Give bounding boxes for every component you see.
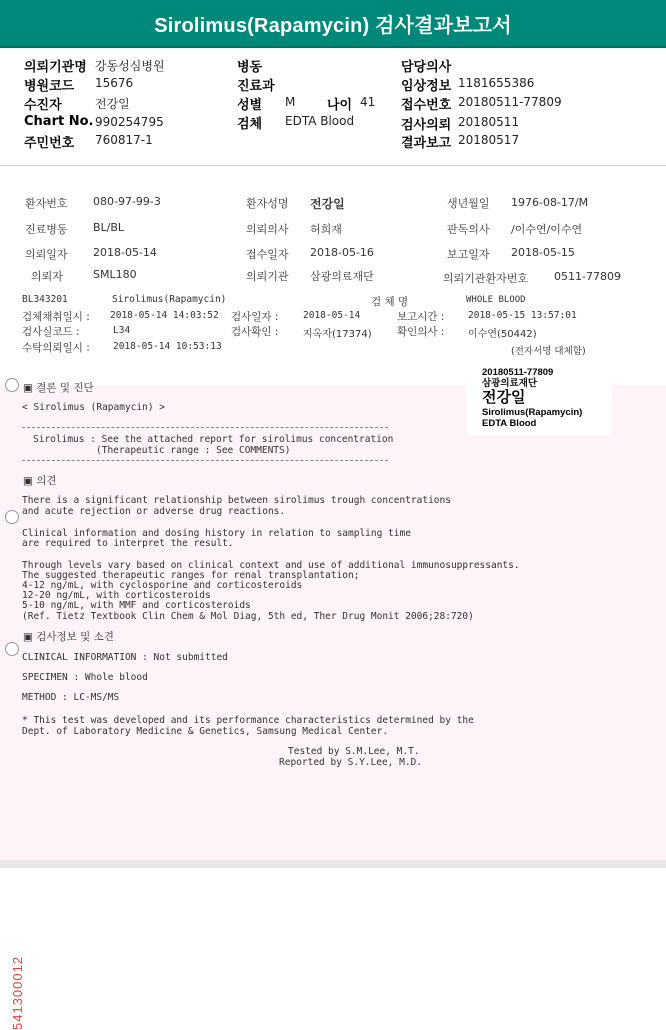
receipt-date-value: 2018-05-16: [310, 246, 374, 259]
comment-line: are required to interpret the result.: [22, 538, 234, 549]
receipt-date-label: 접수일자: [246, 248, 289, 261]
specimen-type-label: 검체: [237, 117, 263, 132]
punch-hole: [5, 510, 19, 524]
stamp-specimen: EDTA Blood: [482, 418, 537, 429]
specimen-line: SPECIMEN : Whole blood: [22, 672, 148, 683]
accession-no-value: 20180511-77809: [458, 95, 562, 109]
receive-time-value: 2018-05-14 10:53:13: [113, 341, 222, 352]
hospital-code-label: 병원코드: [24, 79, 75, 94]
age-label: 나이: [327, 98, 353, 113]
comment-line: Through levels vary based on clinical context and use of additional immunosuppressants.: [22, 560, 520, 571]
chart-no-label: Chart No.: [24, 114, 94, 129]
conclusion-test-header: < Sirolimus (Rapamycin) >: [22, 402, 165, 413]
department-label: 진료과: [237, 79, 275, 94]
confirming-doctor-label: 확인의사 :: [397, 326, 445, 338]
patient-name-value: 전강일: [310, 197, 345, 211]
tested-by: Tested by S.M.Lee, M.T.: [288, 746, 420, 757]
hospital-name-value: 강동성심병원: [95, 59, 165, 73]
header-info: [0, 48, 666, 166]
reported-by: Reported by S.Y.Lee, M.D.: [279, 757, 422, 768]
note-line: Dept. of Laboratory Medicine & Genetics, Samsung Medical Center.: [22, 726, 389, 737]
comment-line: and acute rejection or adverse drug reactions.: [22, 506, 286, 517]
exam-confirm-value: 지옥자(17374): [303, 329, 372, 340]
comment-line: The suggested therapeutic ranges for renal transplantation;: [22, 570, 360, 581]
comment-section-title: ▣ 의견: [23, 475, 57, 487]
specimen-stamp-label: [466, 363, 612, 435]
requesting-doctor-value: 허희재: [310, 223, 342, 236]
test-info-section-title: ▣ 검사정보 및 소견: [23, 631, 114, 643]
requesting-doctor-label: 의뢰의사: [246, 223, 289, 236]
report-title: Sirolimus(Rapamycin) 검사결과보고서: [0, 0, 666, 48]
comment-line: (Ref. Tietz Textbook Clin Chem & Mol Diag, 5th ed, Ther Drug Monit 2006;28:720): [22, 611, 474, 622]
examinee-value: 전강일: [95, 97, 130, 111]
test-code: BL343201: [22, 294, 68, 305]
specimen-type-value: EDTA Blood: [285, 114, 355, 128]
punch-hole: [5, 642, 19, 656]
reading-doctor-label: 판독의사: [447, 223, 490, 236]
attending-doctor-label: 담당의사: [401, 60, 452, 75]
reading-doctor-value: /이수연/이수연: [511, 223, 583, 236]
comment-line: 5-10 ng/mL, with MMF and corticosteroids: [22, 600, 251, 611]
result-range-line: (Therapeutic range : See COMMENTS): [96, 445, 291, 456]
lab-code-label: 검사실코드 :: [22, 326, 80, 338]
requester-value: SML180: [93, 268, 137, 281]
ward-label: 병동: [237, 60, 263, 75]
result-date-value: 20180517: [458, 133, 520, 147]
requester-label: 의뢰자: [31, 270, 63, 283]
note-line: * This test was developed and its performance characteristics determined by the: [22, 715, 474, 726]
report-body-background: [0, 385, 666, 860]
resident-no-value: 760817-1: [95, 133, 153, 147]
report-date-label: 보고일자: [447, 248, 490, 261]
report-time-value: 2018-05-15 13:57:01: [468, 310, 577, 321]
result-date-label: 결과보고: [401, 136, 452, 151]
stamp-accession: 20180511-77809: [482, 367, 554, 378]
comment-line: There is a significant relationship between sirolimus trough concentrations: [22, 495, 451, 506]
specimen-name-value: WHOLE BLOOD: [466, 295, 526, 305]
requesting-institution-label: 의뢰기관: [246, 270, 289, 283]
stamp-institution: 삼광의료재단: [482, 378, 538, 389]
method-line: METHOD : LC-MS/MS: [22, 692, 120, 703]
sex-label: 성별: [237, 98, 263, 113]
request-date-value: 20180511: [458, 115, 520, 129]
age-value: 41: [360, 95, 376, 109]
electronic-signature-note: (전자서명 대체함): [511, 346, 586, 357]
scanned-report: [0, 170, 666, 1030]
collection-time-label: 검체채취일시 :: [22, 311, 90, 323]
comment-line: Clinical information and dosing history in relation to sampling time: [22, 528, 411, 539]
collection-time-value: 2018-05-14 14:03:52: [110, 310, 219, 321]
institution-patient-no-value: 0511-77809: [554, 270, 621, 283]
report-date-value: 2018-05-15: [511, 246, 575, 259]
hospital-code-value: 15676: [95, 76, 134, 90]
ward-value: BL/BL: [93, 221, 125, 234]
resident-no-label: 주민번호: [24, 136, 75, 151]
test-name: Sirolimus(Rapamycin): [112, 294, 227, 305]
birthdate-value: 1976-08-17/M: [511, 196, 589, 209]
ward-label: 진료병동: [25, 223, 68, 236]
accession-no-label: 접수번호: [401, 98, 452, 113]
clinical-info-value: 1181655386: [458, 76, 535, 90]
receive-time-label: 수탁의뢰일시 :: [22, 342, 90, 354]
exam-confirm-label: 검사확인 :: [231, 326, 279, 338]
comment-line: 12-20 ng/mL, with corticosteroids: [22, 590, 211, 601]
clinical-information-line: CLINICAL INFORMATION : Not submitted: [22, 652, 228, 663]
conclusion-section-title: ▣ 결론 및 진단: [23, 382, 94, 394]
result-line: Sirolimus : See the attached report for sirolimus concentration: [33, 434, 394, 445]
patient-no-label: 환자번호: [25, 197, 68, 210]
chart-no-value: 990254795: [95, 115, 164, 129]
stamp-test-name: Sirolimus(Rapamycin): [482, 407, 583, 418]
confirming-doctor-value: 이수연(50442): [468, 329, 537, 340]
patient-no-value: 080-97-99-3: [93, 195, 161, 208]
request-date-value: 2018-05-14: [93, 246, 157, 259]
exam-date-value: 2018-05-14: [303, 310, 361, 321]
request-date-label: 검사의뢰: [401, 118, 452, 133]
requesting-institution-value: 삼광의료재단: [310, 270, 374, 283]
bottom-band: [0, 860, 666, 868]
report-time-label: 보고시간 :: [397, 311, 445, 323]
request-date-label: 의뢰일자: [25, 248, 68, 261]
stamp-patient-name: 전강일: [482, 389, 526, 406]
comment-line: 4-12 ng/mL, with cyclosporine and corticosteroids: [22, 580, 303, 591]
specimen-name-label: 검 체 명: [371, 296, 409, 308]
barcode-number: 541300012: [10, 955, 25, 1030]
divider: [22, 427, 388, 428]
clinical-info-label: 임상정보: [401, 79, 452, 94]
sex-value: M: [285, 95, 296, 109]
examinee-label: 수진자: [24, 98, 62, 113]
birthdate-label: 생년월일: [447, 197, 490, 210]
divider: [22, 460, 388, 461]
institution-patient-no-label: 의뢰기관환자번호: [443, 272, 529, 285]
lab-code-value: L34: [113, 325, 131, 336]
hospital-name-label: 의뢰기관명: [24, 60, 87, 75]
patient-name-label: 환자성명: [246, 197, 289, 210]
punch-hole: [5, 378, 19, 392]
exam-date-label: 검사일자 :: [231, 311, 279, 323]
